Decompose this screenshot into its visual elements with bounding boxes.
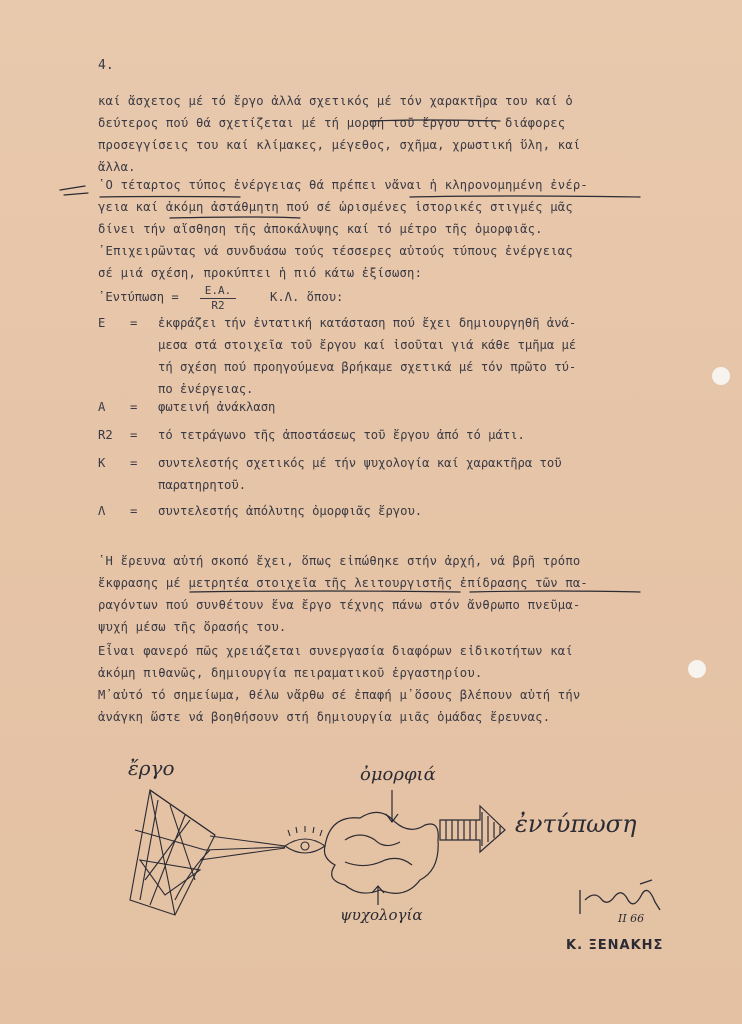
text-line: πο ἐνέργειας. bbox=[158, 382, 254, 396]
formula-denominator: R2 bbox=[211, 299, 225, 312]
text-line: ραγόντων πού συνθέτουν ἕνα ἔργο τέχνης πάνω στόν ἄνθρωπο πνεῦμα- bbox=[98, 598, 581, 612]
text-line: δίνει τήν αἴσθηση τῆς ἀποκάλυψης καί τό μέτρο τῆς ὀμορφιᾶς. bbox=[98, 222, 543, 236]
eye-icon bbox=[285, 826, 325, 853]
text-line: ἄλλα. bbox=[98, 160, 136, 174]
label-beauty: ὀμορφιά bbox=[360, 764, 436, 785]
underline bbox=[100, 197, 240, 198]
def-eq: = bbox=[130, 400, 138, 414]
underline bbox=[190, 591, 460, 592]
underline bbox=[370, 120, 500, 121]
def-eq: = bbox=[130, 316, 138, 330]
text-line: φωτεινή ἀνάκλαση bbox=[158, 400, 276, 414]
underline bbox=[410, 196, 640, 197]
text-line: σέ μιά σχέση, προκύπτει ἡ πιό κάτω ἐξίσωση: bbox=[98, 266, 423, 280]
text-line: Μ᾿αὐτό τό σημείωμα, θέλω νἄρθω σέ ἐπαφή μ᾿ὅσους βλέπουν αὐτή τήν bbox=[98, 688, 581, 702]
arrow-up-icon bbox=[372, 886, 384, 905]
text-line: ῾Ο τέταρτος τύπος ἐνέργειας θά πρέπει νἄναι ἡ κληρονομημένη ἐνέρ- bbox=[98, 178, 588, 192]
underline bbox=[470, 591, 640, 592]
text-line: τή σχέση πού προηγούμενα βρήκαμε σχετικά μέ τόν πρῶτο τύ- bbox=[158, 360, 577, 374]
text-line: ἀνάγκη ὥστε νά βοηθήσουν στή δημιουργία μιᾶς ὁμάδας ἔρευνας. bbox=[98, 710, 551, 724]
arrow-down-icon bbox=[386, 790, 398, 822]
text-line: γεια καί ἀκόμη ἀστάθμητη πού σέ ὡρισμένες ἱστορικές στιγμές μᾶς bbox=[98, 200, 573, 214]
text-line: συντελεστής σχετικός μέ τήν ψυχολογία καί χαρακτῆρα τοῦ bbox=[158, 456, 562, 470]
text-line: συντελεστής ἀπόλυτης ὀμορφιᾶς ἔργου. bbox=[158, 504, 423, 518]
margin-mark bbox=[64, 193, 88, 195]
page-number: 4. bbox=[98, 58, 114, 73]
def-eq: = bbox=[130, 456, 138, 470]
signature-date: II 66 bbox=[618, 912, 645, 925]
text-line: δεύτερος πού θά σχετίζεται μέ τή μορφή τοῦ ἔργου στίς διάφορες bbox=[98, 116, 566, 130]
signature-icon bbox=[580, 880, 660, 914]
text-line: τό τετράγωνο τῆς ἀποστάσεως τοῦ ἔργου ἀπό τό μάτι. bbox=[158, 428, 525, 442]
artwork-sketch bbox=[130, 790, 285, 915]
formula-rest: Κ.Λ. ὅπου: bbox=[270, 290, 344, 304]
text-line: ῾Η ἔρευνα αὐτή σκοπό ἔχει, ὅπως εἰπώθηκε στήν ἀρχή, νά βρῆ τρόπο bbox=[98, 554, 581, 568]
def-symbol: Α bbox=[98, 400, 106, 414]
text-line: ψυχή μέσω τῆς ὅρασής του. bbox=[98, 620, 287, 634]
text-line: μεσα στά στοιχεῖα τοῦ ἔργου καί ἰσοῦται γιά κάθε τμῆμα μέ bbox=[158, 338, 577, 352]
formula-numerator: Ε.Α. bbox=[200, 284, 236, 299]
text-line: καί ἄσχετος μέ τό ἔργο ἀλλά σχετικός μέ τόν χαρακτῆρα του καί ὁ bbox=[98, 94, 573, 108]
brain-sketch bbox=[324, 812, 438, 893]
arrow-right-icon bbox=[440, 806, 505, 852]
formula-lhs: ᾿Εντύπωση = bbox=[98, 290, 179, 304]
def-symbol: Κ bbox=[98, 456, 106, 470]
text-line: παρατηρητοῦ. bbox=[158, 478, 247, 492]
text-line: προσεγγίσεις του καί κλίμακες, μέγεθος, σχῆμα, χρωστική ὕλη, καί bbox=[98, 138, 581, 152]
text-line: Εἶναι φανερό πῶς χρειάζεται συνεργασία διαφόρων εἰδικοτήτων καί bbox=[98, 644, 573, 658]
def-symbol: Λ bbox=[98, 504, 106, 518]
text-line: ἔκφρασης μέ μετρητέα στοιχεῖα τῆς λειτουργιστῆς ἐπίδρασης τῶν πα- bbox=[98, 576, 588, 590]
margin-mark bbox=[60, 186, 85, 190]
def-symbol: Ε bbox=[98, 316, 106, 330]
text-line: ἐκφράζει τήν ἐντατική κατάσταση πού ἔχει δημιουργηθῆ ἀνά- bbox=[158, 316, 577, 330]
label-impression: ἐντύπωση bbox=[515, 810, 637, 838]
label-work: ἔργο bbox=[128, 756, 175, 780]
def-symbol: R2 bbox=[98, 428, 113, 442]
underline bbox=[170, 217, 300, 218]
def-eq: = bbox=[130, 504, 138, 518]
text-line: ᾿Επιχειρῶντας νά συνδυάσω τούς τέσσερες αὐτούς τύπους ἐνέργειας bbox=[98, 244, 573, 258]
author-name: Κ. ΞΕΝΑΚΗΣ bbox=[566, 938, 664, 953]
sight-line bbox=[210, 836, 285, 846]
def-eq: = bbox=[130, 428, 138, 442]
text-line: ἀκόμη πιθανῶς, δημιουργία πειραματικοῦ ἐργαστηρίου. bbox=[98, 666, 483, 680]
label-psychology: ψυχολογία bbox=[340, 906, 423, 924]
